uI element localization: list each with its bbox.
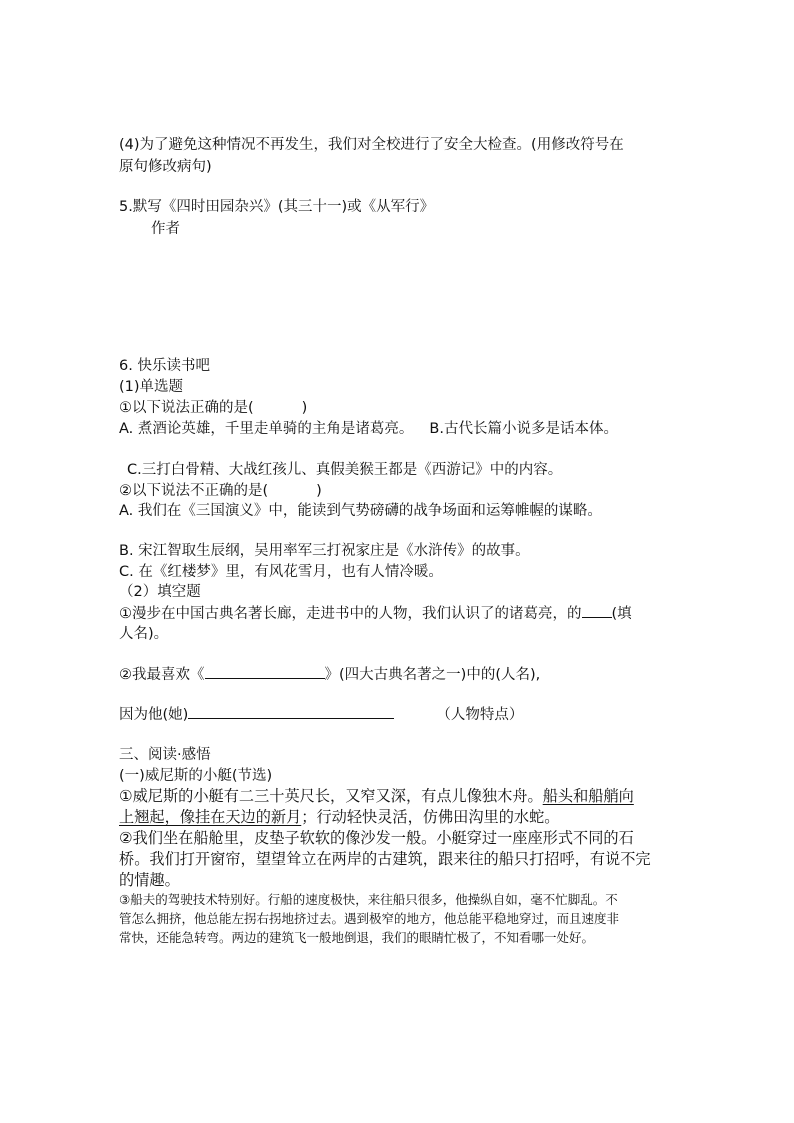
q6-sub2-stem — [119, 481, 322, 501]
q6-sub1-stem-text: ①以下说法正确的是( — [119, 400, 254, 416]
passage-p2-line1: ②我们坐在船舱里，皮垫子软软的像沙发一般。小艇穿过一座座形式不同的石 — [119, 829, 634, 847]
passage-p3-line1: ③船夫的驾驶技术特别好。行船的速度极快，来往船只很多，他操纵自如，毫不忙脚乱。不 — [119, 892, 618, 907]
q6-fill2-reason-blank[interactable] — [188, 704, 394, 719]
q4-item4-line2: 原句修改病句) — [119, 159, 212, 175]
passage-p1-line1 — [119, 786, 634, 806]
passage-title: (一)威尼斯的小艇(节选) — [119, 768, 273, 784]
q6-sub1-stem-end: ) — [301, 400, 308, 416]
passage-p1-line2 — [119, 807, 559, 827]
p1-line2-plain: ；行动轻快灵活，仿佛田沟里的水蛇。 — [301, 808, 560, 826]
q6-fill1-blank[interactable] — [582, 603, 612, 618]
q6-sub1-option-b: B.古代长篇小说多是话本体。 — [429, 421, 618, 437]
q6-sub2-option-c: C. 在《红楼梦》里，有风花雪月，也有人情冷暖。 — [119, 564, 443, 580]
q6-fill2-reason-after: （人物特点） — [436, 707, 524, 723]
passage-p2-line3: 的情趣。 — [119, 871, 180, 889]
q5-author-label: 作者 — [151, 221, 180, 237]
q6-fill2-book-blank[interactable] — [205, 664, 325, 679]
q6-sub1-stem — [119, 398, 307, 418]
q6-fill1-text: ①漫步在中国古典名著长廊，走进书中的人物，我们认识了的诸葛亮，的 — [119, 606, 582, 622]
q5-title: 5.默写《四时田园杂兴》(其三十一)或《从军行》 — [119, 199, 435, 215]
q6-sub1-option-a: A. 煮酒论英雄，千里走单骑的主角是诸葛亮。 — [119, 421, 414, 437]
q6-fill2-reason-before: 因为他(她) — [119, 707, 189, 723]
q6-fill1-after-blank: (填 — [611, 606, 632, 622]
q6-sub2-stem-text: ②以下说法不正确的是( — [119, 483, 269, 499]
q6-fill2-before: ②我最喜欢《 — [119, 667, 205, 683]
q6-fill1-line1 — [119, 603, 632, 624]
section3-title: 三、阅读·感悟 — [119, 747, 211, 763]
q4-item4-line1: (4)为了避免这种情况不再发生，我们对全校进行了安全大检查。(用修改符号在 — [119, 137, 624, 153]
passage-p2-line2: 桥。我们打开窗帘，望望耸立在两岸的古建筑，跟来往的船只打招呼，有说不完 — [119, 850, 651, 868]
p1-line2-underlined: 上翘起，像挂在天边的新月 — [119, 808, 302, 826]
q6-sub1-option-c: C.三打白骨精、大战红孩儿、真假美猴王都是《西游记》中的内容。 — [127, 462, 563, 478]
q6-fill2-line — [119, 664, 540, 685]
q6-fill2-after: 》(四大古典名著之一)中的(人名), — [324, 667, 541, 683]
q6-title: 6. 快乐读书吧 — [119, 358, 210, 374]
q6-part2-title: （2）填空题 — [119, 584, 201, 600]
p1-line1-underlined: 船头和船艄向 — [542, 787, 634, 805]
q6-sub1-options-ab — [119, 419, 618, 439]
passage-p3-line3: 常快，还能急转弯。两边的建筑飞一般地倒退，我们的眼睛忙极了，不知看哪一处好。 — [119, 930, 595, 945]
q6-sub2-option-b: B. 宋江智取生辰纲，吴用率军三打祝家庄是《水浒传》的故事。 — [119, 543, 530, 559]
passage-p3-line2: 管怎么拥挤，他总能左拐右拐地挤过去。遇到极窄的地方，他总能平稳地穿过，而且速度非 — [119, 911, 620, 926]
q6-fill2-reason-line — [119, 704, 523, 725]
q6-fill1-line2: 人名)。 — [119, 626, 169, 642]
q6-part1-title: (1)单选题 — [119, 379, 184, 395]
p1-line1-plain: ①威尼斯的小艇有二三十英尺长，又窄又深，有点儿像独木舟。 — [119, 787, 543, 805]
q6-sub2-stem-end: ) — [316, 483, 322, 499]
q6-sub2-option-a: A. 我们在《三国演义》中，能读到气势磅礴的战争场面和运筹帷幄的谋略。 — [119, 503, 602, 519]
